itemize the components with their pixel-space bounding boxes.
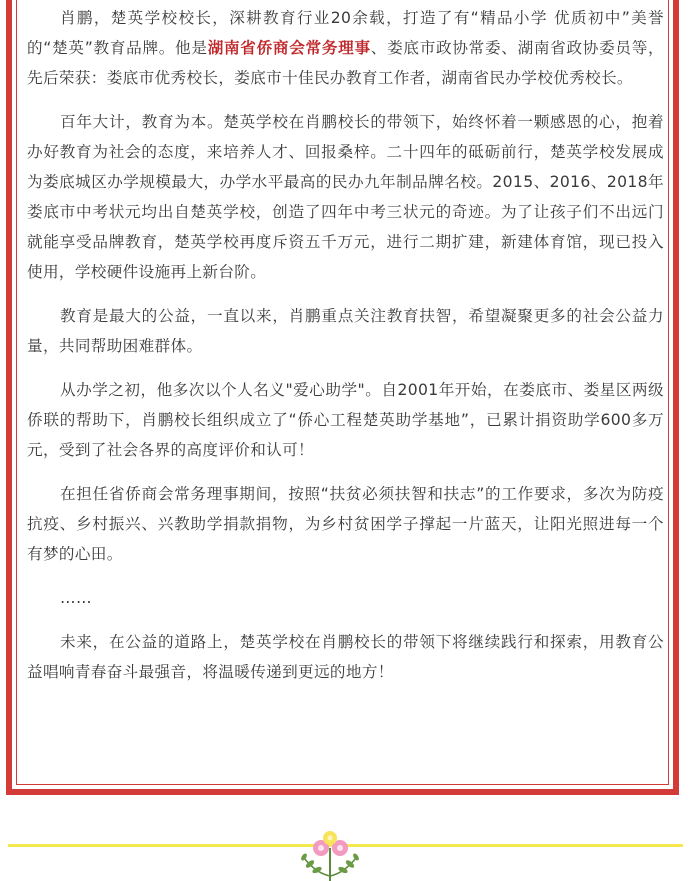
paragraph-charity: 教育是最大的公益，一直以来，肖鹏重点关注教育扶智，希望凝聚更多的社会公益力量，共同帮助困难群体。: [27, 307, 664, 355]
paragraph-intro: [27, 3, 664, 93]
intro-text-start: 肖鹏，楚英学校校长，深耕教育行业20余载，打造了有“精品小学 优质初中”美誉的“楚英”教育品牌。他是: [27, 9, 664, 57]
paragraph-scholarship: 从办学之初，他多次以个人名义"爱心助学"。自2001年开始，在娄底市、娄星区两级侨联的帮助下，肖鹏校长组织成立了“侨心工程楚英助学基地”，已累计捐资助学600多万元，受到了社会各界的高度评价和认可！: [27, 381, 664, 459]
highlight-title: 湖南省侨商会常务理事: [207, 39, 371, 57]
paragraph-poverty-relief: 在担任省侨商会常务理事期间，按照“扶贫必须扶智和扶志”的工作要求，多次为防疫抗疫、乡村振兴、兴教助学捐款捐物，为乡村贫困学子撑起一片蓝天，让阳光照进每一个有梦的心田。: [27, 485, 664, 563]
intro-text-end: 、娄底市政协常委、湖南省政协委员等，先后荣获：娄底市优秀校长，娄底市十佳民办教育工作者，湖南省民办学校优秀校长。: [27, 39, 664, 87]
paragraph-education: 百年大计，教育为本。楚英学校在肖鹏校长的带领下，始终怀着一颗感恩的心，抱着办好教育为社会的态度，来培养人才、回报桑梓。二十四年的砥砺前行，楚英学校发展成为娄底城区办学规模最大，办学水平最高的民办九年制品牌名校。2015、2016、2018年娄底市中考状元均出自楚英学校，创造了四年中考三状元的奇迹。为了让孩子们不出远门就能享受品牌教育，楚英学校再度斥资五千万元，进行二期扩建，新建体育馆，现已投入使用，学校硬件设施再上新台阶。: [27, 113, 664, 281]
flower-sprig-icon: [290, 826, 370, 881]
paragraph-future: 未来，在公益的道路上，楚英学校在肖鹏校长的带领下将继续践行和探索，用教育公益唱响青春奋斗最强音，将温暖传递到更远的地方！: [27, 633, 664, 681]
article-body: [27, 0, 664, 701]
paragraph-ellipsis: ……: [60, 589, 92, 607]
